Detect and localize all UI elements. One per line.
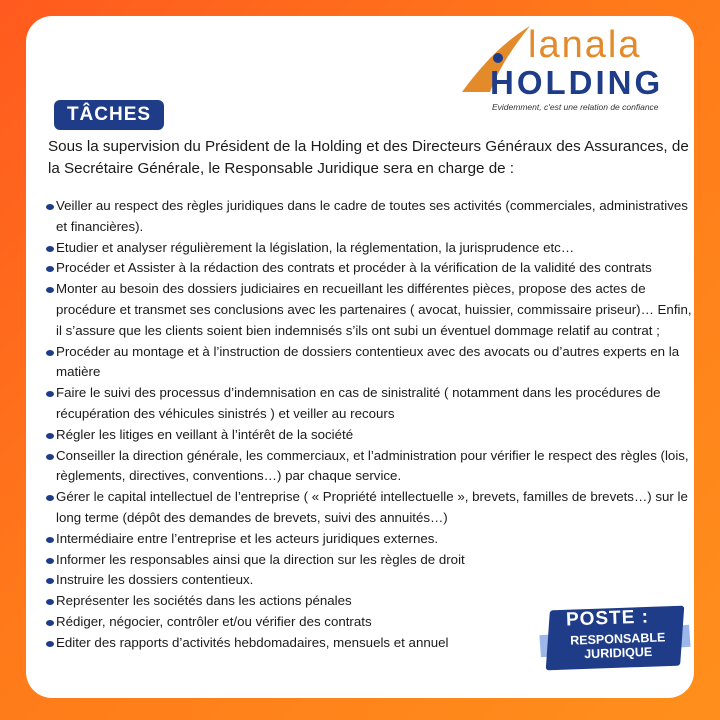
bullet-icon bbox=[46, 287, 54, 293]
bullet-icon bbox=[46, 599, 54, 605]
post-role bbox=[562, 630, 675, 662]
list-item bbox=[46, 279, 694, 341]
task-text: Régler les litiges en veillant à l’intérêt de la société bbox=[56, 426, 354, 442]
task-text: Informer les responsables ainsi que la direction sur les règles de droit bbox=[56, 551, 465, 567]
company-logo bbox=[454, 22, 684, 112]
list-item bbox=[46, 425, 694, 446]
logo-brand-top: lanala bbox=[528, 24, 642, 66]
list-item bbox=[46, 238, 694, 259]
post-label: POSTE : bbox=[565, 606, 650, 631]
bullet-icon bbox=[46, 246, 54, 252]
bullet-icon bbox=[46, 495, 54, 501]
task-text: Intermédiaire entre l’entreprise et les acteurs juridiques externes. bbox=[56, 530, 439, 546]
task-text: Etudier et analyser régulièrement la législation, la réglementation, la jurisprudence etc… bbox=[56, 239, 575, 255]
task-text: Rédiger, négocier, contrôler et/ou vérifier des contrats bbox=[56, 613, 372, 629]
section-title: TÂCHES bbox=[54, 100, 164, 130]
logo-tagline: Evidemment, c'est une relation de confiance bbox=[492, 102, 659, 112]
post-role-line2: JURIDIQUE bbox=[583, 644, 653, 662]
task-text: Gérer le capital intellectuel de l’entreprise ( « Propriété intellectuelle », brevets, familles de brevets…) sur le long terme (dépôt des demandes de brevets, suivi des annuités…) bbox=[56, 489, 688, 525]
list-item bbox=[46, 529, 694, 550]
list-item bbox=[46, 550, 694, 571]
task-text: Procéder au montage et à l’instruction de dossiers contentieux avec des avocats ou d’autres experts en la matière bbox=[56, 343, 680, 380]
bullet-icon bbox=[46, 266, 54, 272]
bullet-icon bbox=[46, 454, 54, 460]
task-text: Faire le suivi des processus d’indemnisation en cas de sinistralité ( notamment dans les procédures de récupération des véhicules sinistrés ) et veiller au recours bbox=[56, 385, 661, 421]
bullet-icon bbox=[46, 537, 54, 543]
bullet-icon bbox=[46, 350, 54, 356]
list-item bbox=[46, 383, 694, 425]
bullet-icon bbox=[46, 558, 54, 564]
bullet-icon bbox=[46, 391, 54, 397]
task-text: Monter au besoin des dossiers judiciaires en recueillant les différentes pièces, propose des actes de procédure et transmet ses conclusions avec les partenaires ( avocat, huissier, commissaire priseur)… Enfin, il s’assure que les clients soient bien indemnisés s’ils ont subi un éventuel dommage relatif au contrat ; bbox=[56, 281, 692, 338]
bullet-icon bbox=[46, 204, 54, 210]
intro-text: Sous la supervision du Président de la Holding et des Directeurs Généraux des Assurances, de la Secrétaire Générale, le Responsable Juridique sera en charge de : bbox=[48, 138, 689, 177]
bullet-icon bbox=[46, 578, 54, 584]
task-text: Représenter les sociétés dans les actions pénales bbox=[56, 593, 352, 609]
task-text: Editer des rapports d’activités hebdomadaires, mensuels et annuel bbox=[56, 634, 449, 650]
task-text: Procéder et Assister à la rédaction des contrats et procéder à la vérification de la validité des contrats bbox=[56, 260, 652, 276]
list-item bbox=[46, 196, 694, 238]
task-list bbox=[46, 196, 694, 654]
bullet-icon bbox=[46, 620, 54, 626]
task-text: Conseiller la direction générale, les commerciaux, et l’administration pour vérifier le respect des règles (lois, règlements, directives, conventions…) par chaque service. bbox=[56, 447, 689, 484]
task-text: Veiller au respect des règles juridiques dans le cadre de toutes ses activités (commerciales, administratives et financières). bbox=[56, 198, 688, 234]
list-item bbox=[46, 342, 694, 384]
list-item bbox=[46, 258, 694, 279]
bullet-icon bbox=[46, 641, 54, 647]
post-role-line1: RESPONSABLE bbox=[569, 630, 666, 648]
list-item bbox=[46, 487, 694, 529]
list-item bbox=[46, 446, 694, 488]
post-badge bbox=[540, 602, 690, 674]
list-item bbox=[46, 570, 694, 591]
task-text: Instruire les dossiers contentieux. bbox=[56, 572, 254, 588]
bullet-icon bbox=[46, 433, 54, 439]
logo-brand-bottom: HOLDING bbox=[490, 64, 664, 101]
